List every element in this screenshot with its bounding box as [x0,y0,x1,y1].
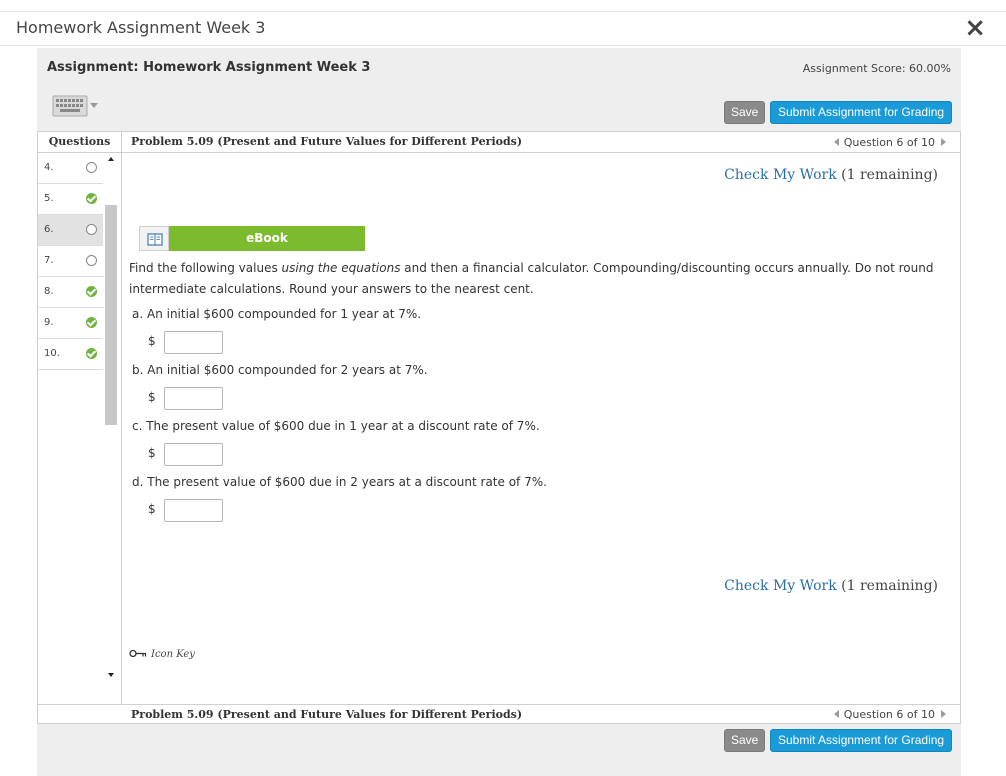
question-number: 8. [44,286,54,297]
scroll-down-arrow-icon[interactable] [108,673,114,677]
check-circle-icon [86,348,97,359]
submit-assignment-button[interactable]: Submit Assignment for Grading [770,101,952,124]
currency-symbol: $ [148,334,156,348]
key-icon [129,647,147,660]
problem-body [123,154,959,704]
save-button[interactable]: Save [724,101,765,124]
part-b-prompt: b. An initial $600 compounded for 2 years at 7%. [132,363,428,377]
icon-key-label: Icon Key [151,649,195,660]
question-item-7[interactable] [38,246,103,277]
question-number: 10. [44,348,60,359]
question-item-6[interactable] [38,215,103,246]
problem-title: Problem 5.09 (Present and Future Values for Different Periods) [131,135,523,148]
check-my-work-top [724,167,938,183]
part-d-input[interactable] [164,499,223,522]
questions-sidebar [38,153,122,704]
save-button-bottom[interactable]: Save [724,729,765,752]
book-icon [139,226,169,251]
question-nav[interactable] [834,136,946,149]
keyboard-icon[interactable] [52,95,88,117]
check-work-remaining: (1 remaining) [841,578,938,594]
assignment-title: Assignment: Homework Assignment Week 3 [47,60,371,75]
icon-key[interactable] [129,647,195,660]
check-my-work-bottom [724,578,938,594]
check-circle-icon [86,286,97,297]
problem-header [122,132,960,153]
problem-footer [38,704,960,724]
part-c-input[interactable] [164,443,223,466]
sidebar-scrollbar[interactable] [104,153,118,683]
problem-instructions [129,258,949,300]
currency-symbol: $ [148,502,156,516]
part-d-prompt: d. The present value of $600 due in 2 years at a discount rate of 7%. [132,475,547,489]
modal-title: Homework Assignment Week 3 [16,18,266,37]
unanswered-circle-icon [86,255,97,266]
scrollbar-thumb[interactable] [105,205,117,425]
part-c-prompt: c. The present value of $600 due in 1 year at a discount rate of 7%. [132,419,540,433]
check-circle-icon [86,317,97,328]
question-nav-label: Question 6 of 10 [843,136,935,149]
next-question-icon[interactable] [941,710,946,718]
problem-title-footer: Problem 5.09 (Present and Future Values for Different Periods) [131,708,523,721]
check-my-work-link[interactable]: Check My Work [724,578,837,594]
browser-top-strip [0,0,1006,12]
question-number: 9. [44,317,54,328]
check-my-work-link[interactable]: Check My Work [724,167,837,183]
ebook-label: eBook [169,226,365,251]
question-number: 6. [44,224,54,235]
unanswered-circle-icon [86,162,97,173]
question-item-9[interactable] [38,308,103,339]
instructions-text: and then a financial calculator. Compounding/discounting occurs annually. Do not round intermediate calculations. Round your answers to the nearest cent. [129,261,934,296]
part-a-prompt: a. An initial $600 compounded for 1 year at 7%. [132,307,422,321]
question-item-10[interactable] [38,339,103,370]
part-a-input[interactable] [164,331,223,354]
scroll-up-arrow-icon[interactable] [108,157,114,161]
question-nav-label: Question 6 of 10 [843,708,935,721]
chevron-down-icon[interactable] [90,103,98,108]
currency-symbol: $ [148,446,156,460]
part-b-input[interactable] [164,387,223,410]
question-content [37,131,961,724]
ebook-button[interactable] [139,226,365,251]
question-number: 7. [44,255,54,266]
check-circle-icon [86,193,97,204]
question-number: 5. [44,193,54,204]
submit-assignment-button-bottom[interactable]: Submit Assignment for Grading [770,729,952,752]
unanswered-circle-icon [86,224,97,235]
instructions-text: Find the following values [129,261,282,275]
assignment-panel [37,48,961,776]
question-item-8[interactable] [38,277,103,308]
prev-question-icon[interactable] [834,138,839,146]
assignment-modal [0,12,1006,776]
assignment-score: Assignment Score: 60.00% [802,62,951,75]
question-number: 4. [44,162,54,173]
modal-header [0,12,1006,46]
next-question-icon[interactable] [941,138,946,146]
instructions-emphasis: using the equations [281,261,401,275]
prev-question-icon[interactable] [834,710,839,718]
currency-symbol: $ [148,390,156,404]
question-nav-footer[interactable] [834,708,946,721]
question-item-5[interactable] [38,184,103,215]
questions-header: Questions [38,132,122,153]
close-icon[interactable]: × [964,13,986,43]
check-work-remaining: (1 remaining) [841,167,938,183]
question-item-4[interactable] [38,153,103,184]
